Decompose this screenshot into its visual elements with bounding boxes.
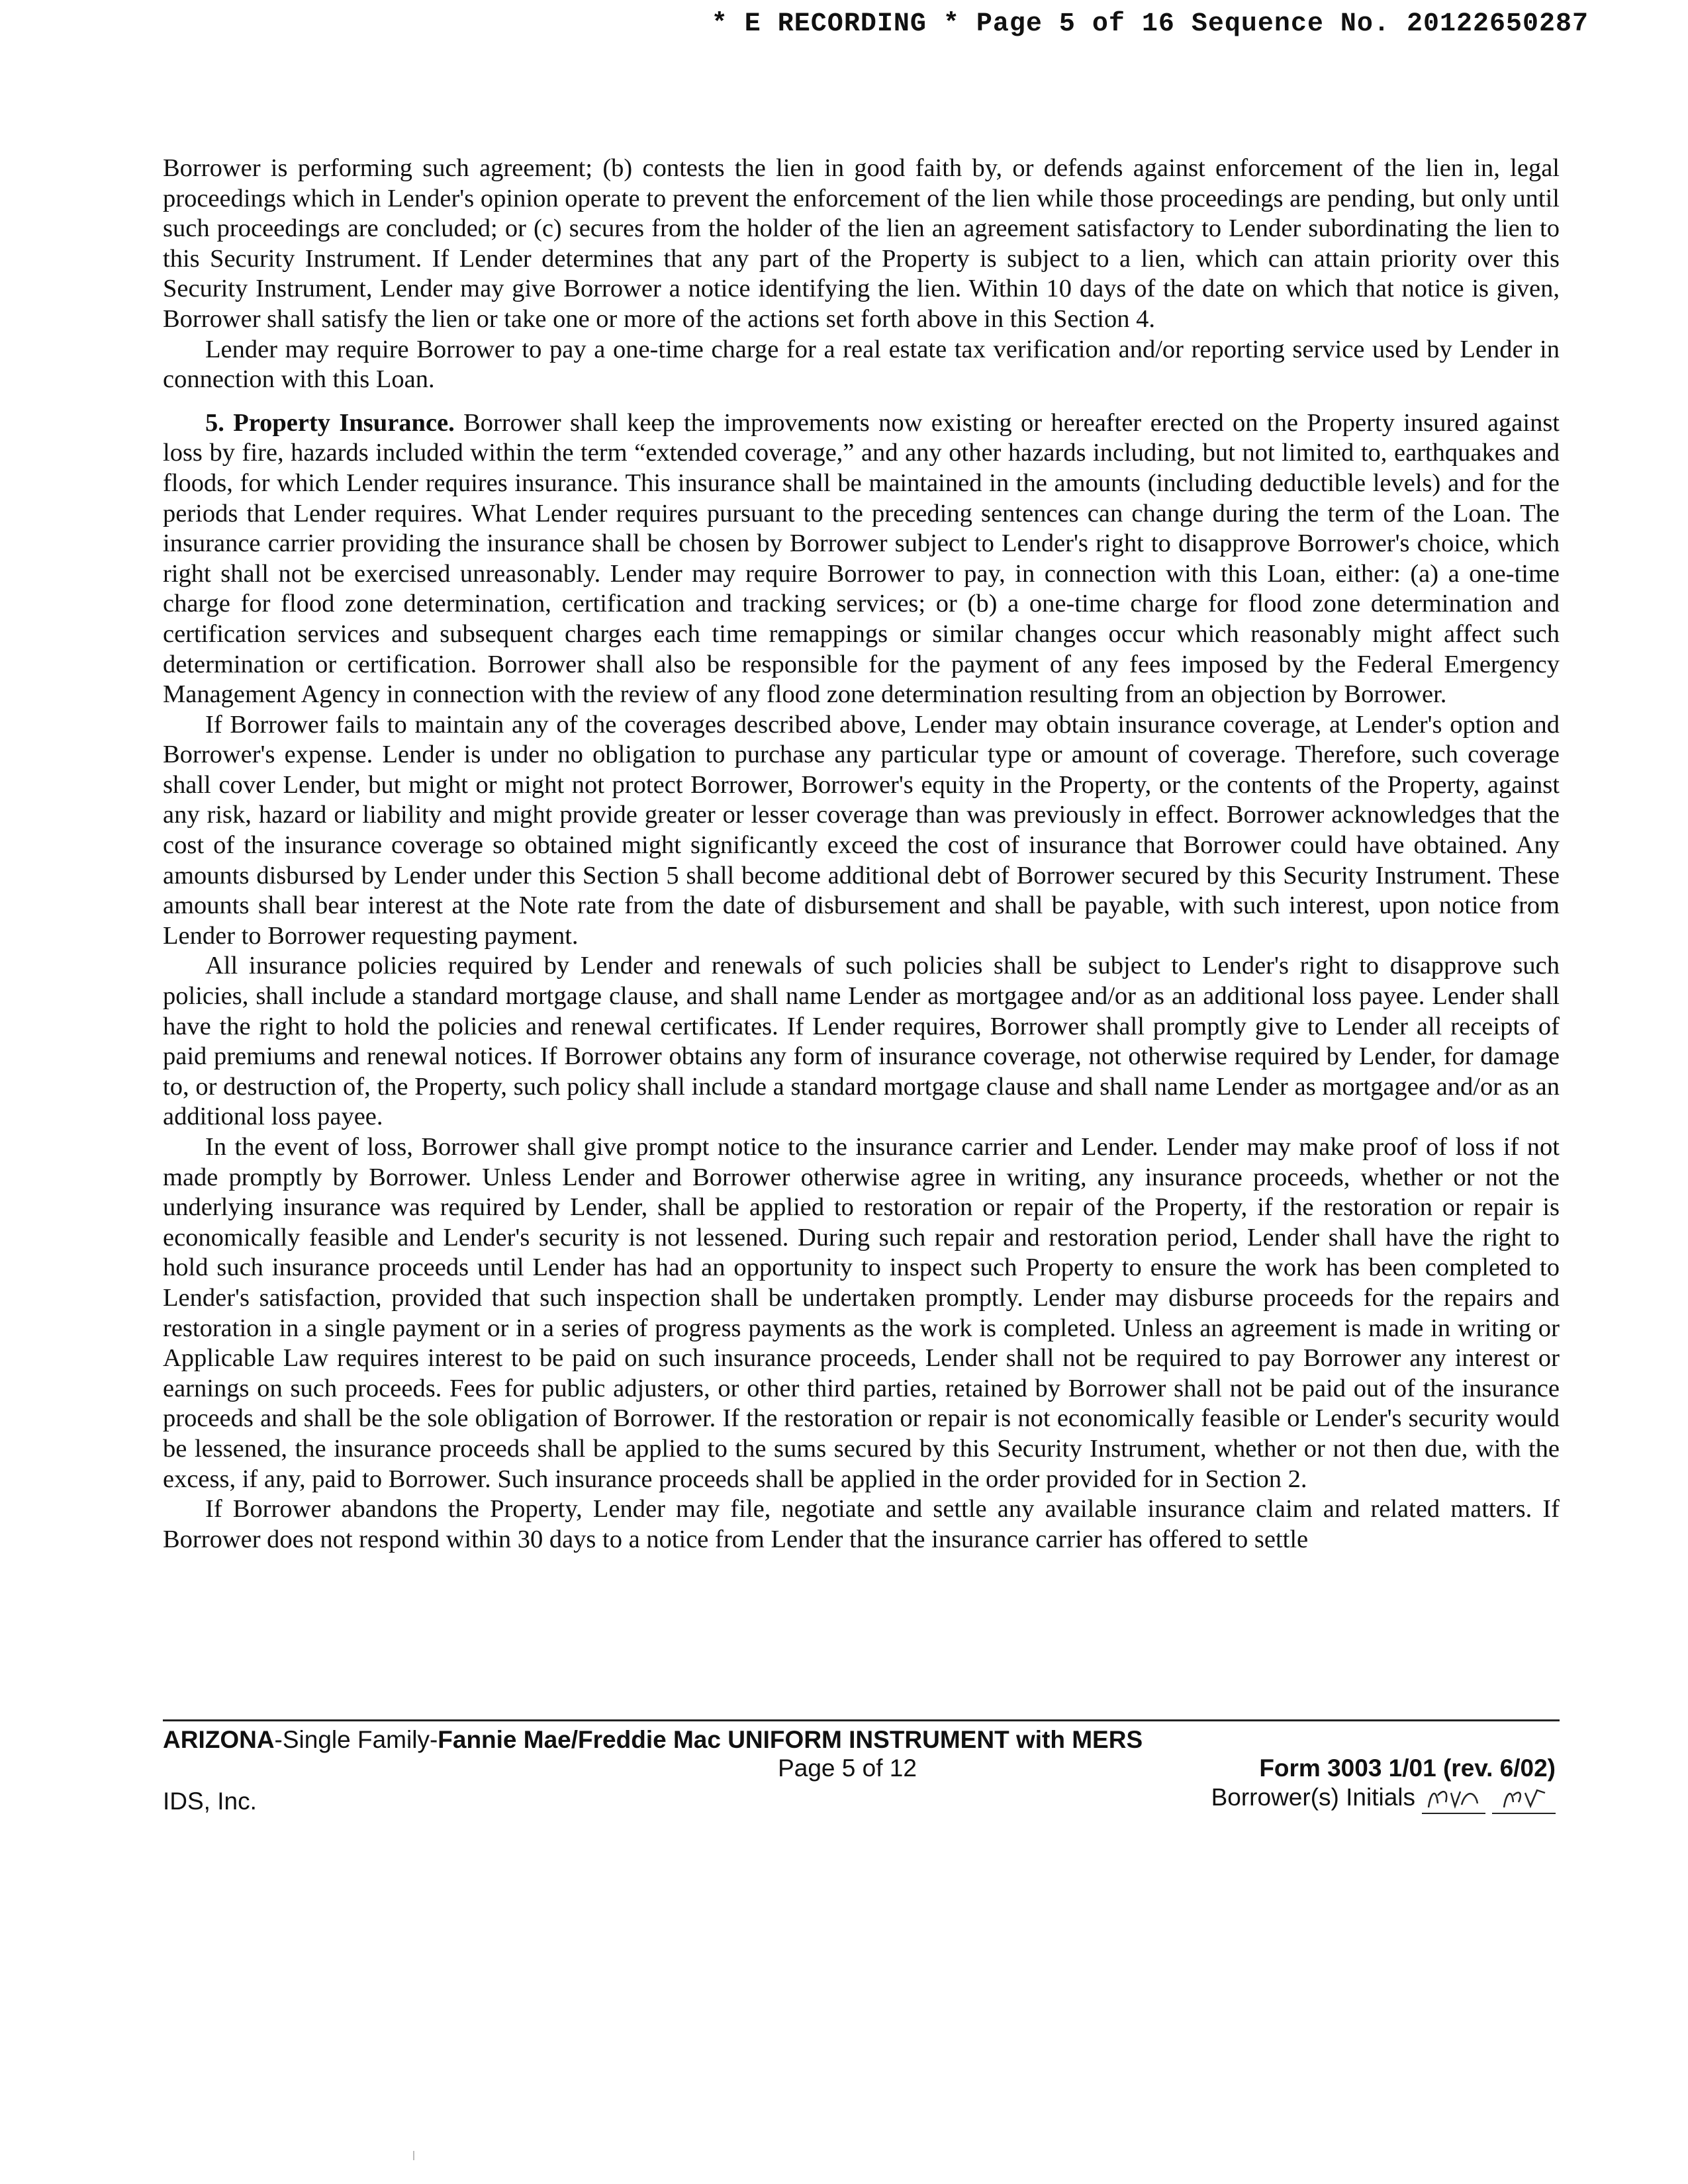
section-5-text: Borrower shall keep the improvements now existing or hereafter erected on the Property insured against loss by fire, hazards included within the term “extended coverage,” and any other hazards including, but not limited to, earthquakes and floods, for which Lender requires insurance. This insurance shall be maintained in the amounts (including deductible levels) and for the periods that Lender requires. What Lender requires pursuant to the preceding sentences can change during the term of the Loan. The insurance carrier providing the insurance shall be chosen by Borrower subject to Lender's right to disapprove Borrower's choice, which right shall not be exercised unreasonably. Lender may require Borrower to pay, in connection with this Loan, either: (a) a one-time charge for flood zone determination, certification and tracking services; or (b) a one-time charge for flood zone determination and certification services and subsequent charges each time remappings or similar changes occur which reasonably might affect such determination or certification. Borrower shall also be responsible for the payment of any fees imposed by the Federal Emergency Management Agency in connection with the review of any flood zone determination resulting from an objection by Borrower.: [163, 408, 1560, 709]
initials-label: Borrower(s) Initials: [1211, 1784, 1415, 1811]
footer-family: -Single Family-: [274, 1726, 438, 1753]
footer-company: IDS, Inc.: [163, 1788, 257, 1815]
page-footer: [163, 1719, 1560, 1821]
footer-form-number: Form 3003 1/01 (rev. 6/02): [1259, 1754, 1556, 1782]
paragraph-tax-verification: Lender may require Borrower to pay a one-time charge for a real estate tax verification and/or reporting service used by Lender in connection with this Loan.: [163, 335, 1560, 394]
initials-signature-1: [1422, 1784, 1485, 1814]
paragraph-section-5: [163, 408, 1560, 710]
paragraph-abandonment: If Borrower abandons the Property, Lender may file, negotiate and settle any available insurance claim and related matters. If Borrower does not respond within 30 days to a notice from Lender that the insurance carrier has offered to settle: [163, 1495, 1560, 1553]
footer-agencies: Fannie Mae/Freddie Mac UNIFORM INSTRUMENT with MERS: [438, 1726, 1143, 1753]
paragraph-event-of-loss: In the event of loss, Borrower shall give prompt notice to the insurance carrier and Lender. Lender may make proof of loss if not made promptly by Borrower. Unless Lender and Borrower otherwise agree in writing, any insurance proceeds, whether or not the underlying insurance was required by Lender, shall be applied to restoration or repair of the Property, if the restoration or repair is economically feasible and Lender's security is not lessened. During such repair and restoration period, Lender shall have the right to hold such insurance proceeds until Lender has had an opportunity to inspect such Property to ensure the work has been completed to Lender's satisfaction, provided that such inspection shall be undertaken promptly. Lender may disburse proceeds for the repairs and restoration in a single payment or in a series of progress payments as the work is completed. Unless an agreement is made in writing or Applicable Law requires interest to be paid on such insurance proceeds, Lender shall not be required to pay Borrower any interest or earnings on such proceeds. Fees for public adjusters, or other third parties, retained by Borrower shall not be paid out of the insurance proceeds and shall be the sole obligation of Borrower. If the restoration or repair is not economically feasible or Lender's security would be lessened, the insurance proceeds shall be applied to the sums secured by this Security Instrument, whether or not then due, with the excess, if any, paid to Borrower. Such insurance proceeds shall be applied in the order provided for in Section 2.: [163, 1133, 1560, 1493]
initials-signature-2: [1492, 1784, 1556, 1814]
footer-state: ARIZONA: [163, 1726, 275, 1753]
paragraph-coverage-failure: If Borrower fails to maintain any of the coverages described above, Lender may obtain insurance coverage, at Lender's option and Borrower's expense. Lender is under no obligation to purchase any particular type or amount of coverage. Therefore, such coverage shall cover Lender, but might or might not protect Borrower, Borrower's equity in the Property, or the contents of the Property, against any risk, hazard or liability and might provide greater or lesser coverage than was previously in effect. Borrower acknowledges that the cost of the insurance coverage so obtained might significantly exceed the cost of insurance that Borrower could have obtained. Any amounts disbursed by Lender under this Section 5 shall become additional debt of Borrower secured by this Security Instrument. These amounts shall bear interest at the Note rate from the date of disbursement and shall be payable, with such interest, upon notice from Lender to Borrower requesting payment.: [163, 710, 1560, 950]
footer-title: [163, 1725, 1560, 1754]
document-body: [163, 154, 1560, 1555]
paragraph-insurance-policies: All insurance policies required by Lender and renewals of such policies shall be subject to Lender's right to disapprove such policies, shall include a standard mortgage clause, and shall name Lender as mortgagee and/or as an additional loss payee. Lender shall have the right to hold the policies and renewal certificates. If Lender requires, Borrower shall promptly give to Lender all receipts of paid premiums and renewal notices. If Borrower obtains any form of insurance coverage, not otherwise required by Lender, for damage to, or destruction of, the Property, such policy shall include a standard mortgage clause and shall name Lender as mortgagee and/or as an additional loss payee.: [163, 952, 1560, 1131]
paragraph-section-4-continued: Borrower is performing such agreement; (b) contests the lien in good faith by, or defends against enforcement of the lien in, legal proceedings which in Lender's opinion operate to prevent the enforcement of the lien while those proceedings are pending, but only until such proceedings are concluded; or (c) secures from the holder of the lien an agreement satisfactory to Lender subordinating the lien to this Security Instrument. If Lender determines that any part of the Property is subject to a lien, which can attain priority over this Security Instrument, Lender may give Borrower a notice identifying the lien. Within 10 days of the date on which that notice is given, Borrower shall satisfy the lien or take one or more of the actions set forth above in this Section 4.: [163, 154, 1560, 333]
scan-artifact: [413, 2151, 414, 2160]
recording-header: * E RECORDING * Page 5 of 16 Sequence No. 20122650287: [711, 9, 1589, 39]
footer-page-number: Page 5 of 12: [778, 1754, 917, 1782]
borrower-initials: [1211, 1784, 1556, 1814]
section-5-title: 5. Property Insurance.: [205, 408, 455, 437]
